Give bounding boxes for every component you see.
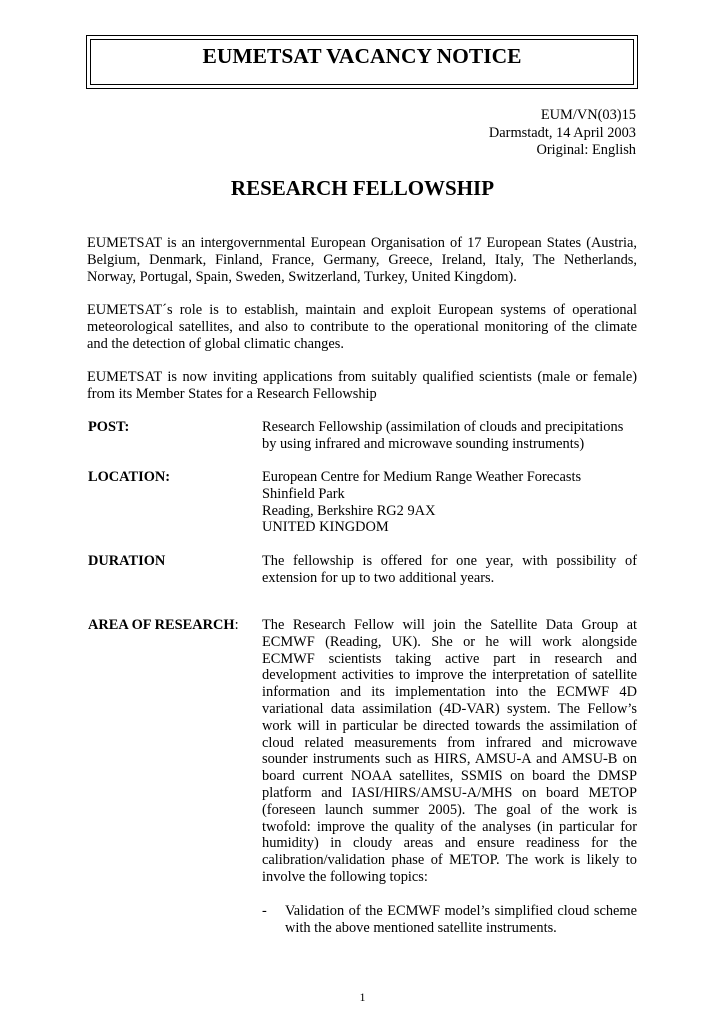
location-label: LOCATION: (88, 469, 171, 485)
reference-block (489, 107, 636, 160)
title-box (86, 35, 638, 89)
intro-paragraph-role: EUMETSAT´s role is to establish, maintain and exploit European systems of operational meteorological satellites, and also to contribute to the operational monitoring of the climate and the detection of global climatic changes. (87, 302, 637, 352)
location-line: Reading, Berkshire RG2 9AX (262, 502, 436, 519)
area-of-research-label (88, 617, 239, 634)
area-label-colon: : (234, 617, 239, 633)
bullet-item (262, 903, 637, 937)
location-value (262, 469, 637, 536)
reference-code: EUM/VN(03)15 (540, 107, 636, 123)
page-number: 1 (359, 990, 366, 1004)
area-label-text: AREA OF RESEARCH (88, 617, 235, 633)
location-line: European Centre for Medium Range Weather Forecasts (262, 469, 582, 485)
post-value: Research Fellowship (assimilation of clouds and precipitations by using infrared and microwave sounding instruments) (262, 419, 624, 452)
post-label: POST: (88, 419, 130, 435)
notice-title: EUMETSAT VACANCY NOTICE (202, 44, 522, 68)
reference-original-language: Original: English (536, 142, 636, 158)
duration-value: The fellowship is offered for one year, with possibility of extension for up to two additional years. (262, 553, 637, 586)
bullet-marker: - (262, 903, 267, 919)
bullet-text: Validation of the ECMWF model’s simplified cloud scheme with the above mentioned satellite instruments. (285, 903, 637, 936)
area-of-research-value: The Research Fellow will join the Satellite Data Group at ECMWF (Reading, UK). She or he will work alongside ECMWF scientists taking active part in research and development activities to improve the interpretation of satellite information and its implementation into the ECMWF 4D variational data assimilation (4D-VAR) system. The Fellow’s work will in particular be directed towards the assimilation of cloud related measurements from infrared and microwave sounder instruments such as HIRS, AMSU-A and AMSU-B on board current NOAA satellites, SSMIS on board the DMSP platform and IASI/HIRS/AMSU-A/MHS on board METOP (foreseen launch summer 2005). The goal of the work is twofold: improve the quality of the analyses (in particular for humidity) in cloudy areas and ensure readiness for the calibration/validation phase of METOP. The work is likely to involve the following topics: (262, 617, 637, 885)
page-heading: RESEARCH FELLOWSHIP (230, 176, 495, 200)
intro-paragraph-applications: EUMETSAT is now inviting applications from suitably qualified scientists (male or female) from its Member States for a Research Fellowship (87, 369, 637, 402)
intro-paragraph-members: EUMETSAT is an intergovernmental European Organisation of 17 European States (Austria, Belgium, Denmark, Finland, France, Germany, Greece, Ireland, Italy, The Netherlands, Norway, Portugal, Spain, Sweden, Switzerland, Turkey, United Kingdom). (87, 235, 637, 285)
duration-label: DURATION (88, 553, 166, 569)
reference-place-date: Darmstadt, 14 April 2003 (488, 124, 636, 141)
location-line: UNITED KINGDOM (262, 519, 389, 536)
location-line: Shinfield Park (262, 485, 345, 502)
